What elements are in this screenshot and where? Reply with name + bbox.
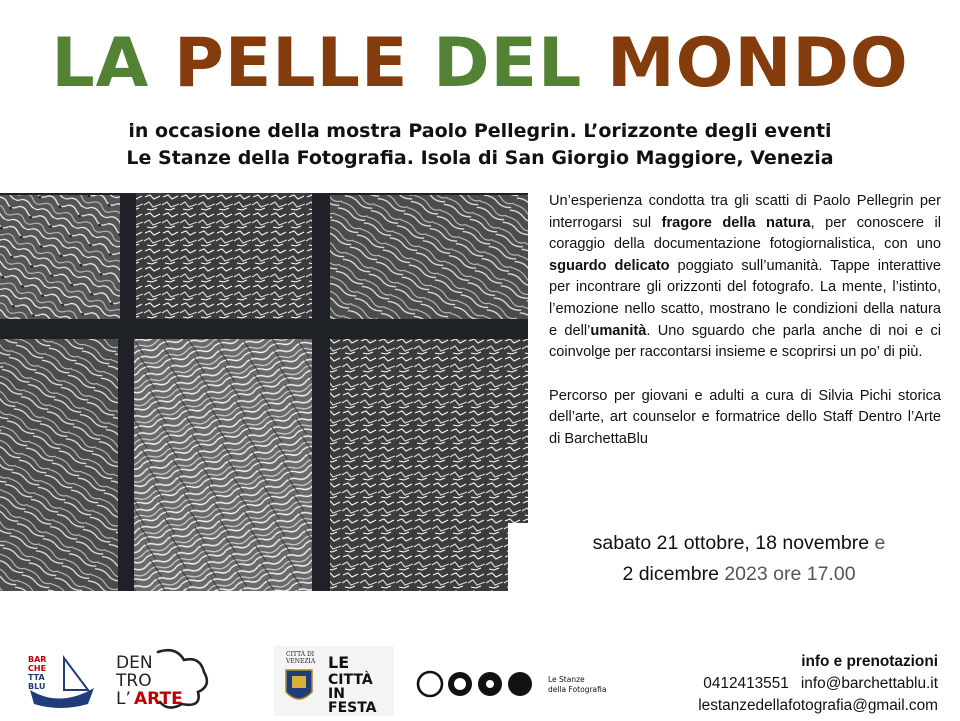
- svg-text:TRO: TRO: [116, 671, 152, 691]
- contact-info: [698, 651, 938, 717]
- svg-text:L’: L’: [116, 689, 131, 709]
- svg-text:TTA: TTA: [28, 673, 45, 682]
- barchettablu-logo: [24, 648, 96, 710]
- svg-text:IN: IN: [328, 686, 345, 702]
- title-word-del: DEL: [433, 24, 583, 103]
- contact-heading: info e prenotazioni: [801, 653, 938, 670]
- title-word-pelle: PELLE: [174, 24, 409, 103]
- svg-text:BLU: BLU: [28, 682, 46, 691]
- svg-text:CITTÀ DI: CITTÀ DI: [286, 651, 315, 658]
- dentro-larte-logo: [114, 646, 214, 712]
- dates-line-1: sabato 21 ottobre, 18 novembre: [592, 532, 870, 554]
- svg-text:ARTE: ARTE: [134, 689, 183, 709]
- svg-text:FESTA: FESTA: [328, 700, 377, 716]
- highlight-umanita: umanità: [590, 322, 647, 339]
- dates-line-2: 2 dicembre: [622, 563, 719, 585]
- highlight-sguardo: sguardo delicato: [549, 257, 670, 274]
- subtitle-line-2: Le Stanze della Fotografia. Isola di San Giorgio Maggiore, Venezia: [126, 147, 834, 169]
- svg-text:CITTÀ: CITTÀ: [328, 672, 373, 688]
- svg-text:LE: LE: [328, 653, 350, 672]
- event-dates: sabato 21 ottobre, 18 novembre e 2 dicembre 2023 ore 17.00: [592, 532, 886, 585]
- title-word-la: LA: [51, 24, 150, 103]
- description-paragraph-1: Un’esperienza condotta tra gli scatti di Paolo Pellegrin per interrogarsi sul fragore della natura, per conoscere il coraggio della documentazione fotogiornalistica, con uno sguardo delicato poggiato sull’umanità. Tappe interattive per incontrare gli orizzonti del fotografo. La mente, l’istinto, l’emozione nello scatto, mostrano le condizioni della natura e dell’umanità. Uno sguardo che parla anche di noi e ci coinvolge per raccontarsi insieme e scoprirsi un po’ di più.: [549, 193, 941, 361]
- contact-phone[interactable]: 0412413551: [703, 675, 789, 692]
- svg-text:della Fotografia: della Fotografia: [548, 685, 607, 694]
- citta-in-festa-logo: [274, 646, 394, 716]
- subtitle-line-1: in occasione della mostra Paolo Pellegrin. L’orizzonte degli eventi: [128, 120, 832, 142]
- contact-email-barchetta[interactable]: info@barchettablu.it: [800, 675, 938, 692]
- description-paragraph-2: Percorso per giovani e adulti a cura di Silvia Pichi storica dell’arte, art counselor e formatrice dello Staff Dentro l’Arte di BarchettaBlu: [549, 387, 941, 447]
- poster-subtitle: [0, 118, 960, 172]
- poster-title: [0, 22, 960, 106]
- event-description: [549, 191, 941, 451]
- svg-text:DEN: DEN: [116, 653, 153, 673]
- svg-text:Le Stanze: Le Stanze: [548, 675, 585, 684]
- exhibition-photo: [0, 193, 528, 591]
- le-stanze-logo: [414, 664, 624, 704]
- svg-text:VENEZIA: VENEZIA: [286, 658, 316, 665]
- svg-text:BAR: BAR: [28, 655, 47, 664]
- highlight-fragore: fragore della natura: [661, 214, 811, 231]
- svg-text:CHE: CHE: [28, 664, 47, 673]
- title-word-mondo: MONDO: [607, 24, 909, 103]
- contact-email-stanze[interactable]: lestanzedellafotografia@gmail.com: [698, 697, 938, 714]
